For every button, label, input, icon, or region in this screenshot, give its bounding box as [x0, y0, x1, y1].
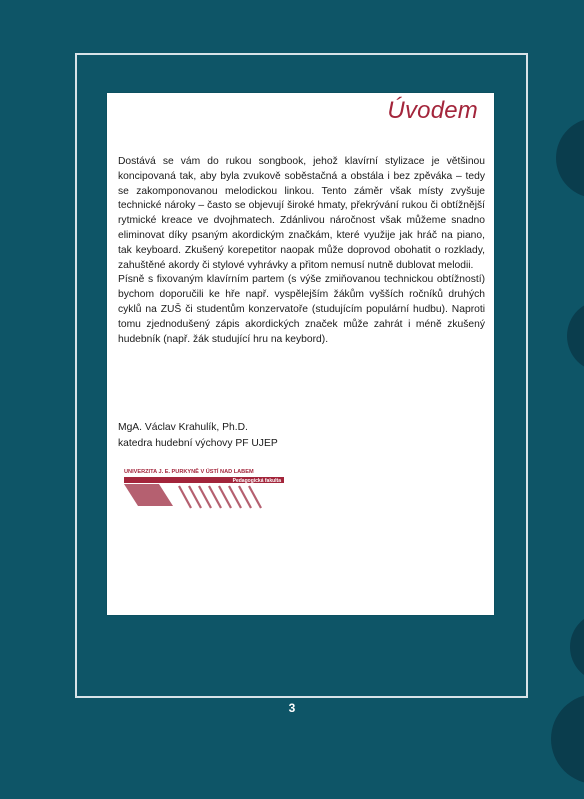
content-page: [107, 93, 494, 615]
author-name: MgA. Václav Krahulík, Ph.D.: [118, 422, 248, 433]
page-number: 3: [288, 701, 296, 715]
author-department: katedra hudební výchovy PF UJEP: [118, 437, 278, 449]
page-title: Úvodem: [387, 97, 478, 124]
body-text: [118, 155, 485, 347]
binding-hole: [556, 118, 584, 198]
logo-university-name: UNIVERZITA J. E. PURKYNĚ V ÚSTÍ NAD LABEM: [124, 469, 254, 475]
paragraph: Písně s fixovaným klavírním partem (s výše zmiňovanou technickou obtížností) bychom doporučili ke hře např. vyspělejším žákům vyšších ročníků druhých cyklů na ZUŠ či studentům konzervatoře (studujícím populární hudbu). Naproti tomu zjednodušený zápis akordických značek může zahrát i méně zkušený hudebník (např. žák studující hru na keybord).: [118, 274, 485, 345]
binding-hole: [567, 300, 584, 372]
paragraph: Dostává se vám do rukou songbook, jehož klavírní stylizace je většinou koncipovaná tak, aby byla zvukově soběstačná a obstála i bez zpěváka – tedy se zakomponovanou melodickou linkou. Tento záměr však místy zvyšuje technické nároky – často se objevují široké hmaty, překrývání rukou či obtížnější rytmické kreace ve dvojhmatech. Zdánlivou náročnost však můžeme snadno eliminovat díky psaným akordickým značkám, které využije jak hráč na piano, tak keyboard. Zkušený korepetitor naopak může doprovod obohatit o rozklady, zahuštěné akordy či stylové vyhrávky a přitom nemusí nutně dublovat melodii.: [118, 156, 485, 271]
logo-faculty-name: Pedagogická fakulta: [232, 477, 281, 484]
logo-stripes: [124, 484, 261, 508]
signature: [118, 420, 278, 451]
binding-hole: [570, 612, 584, 682]
university-logo: [123, 466, 285, 516]
